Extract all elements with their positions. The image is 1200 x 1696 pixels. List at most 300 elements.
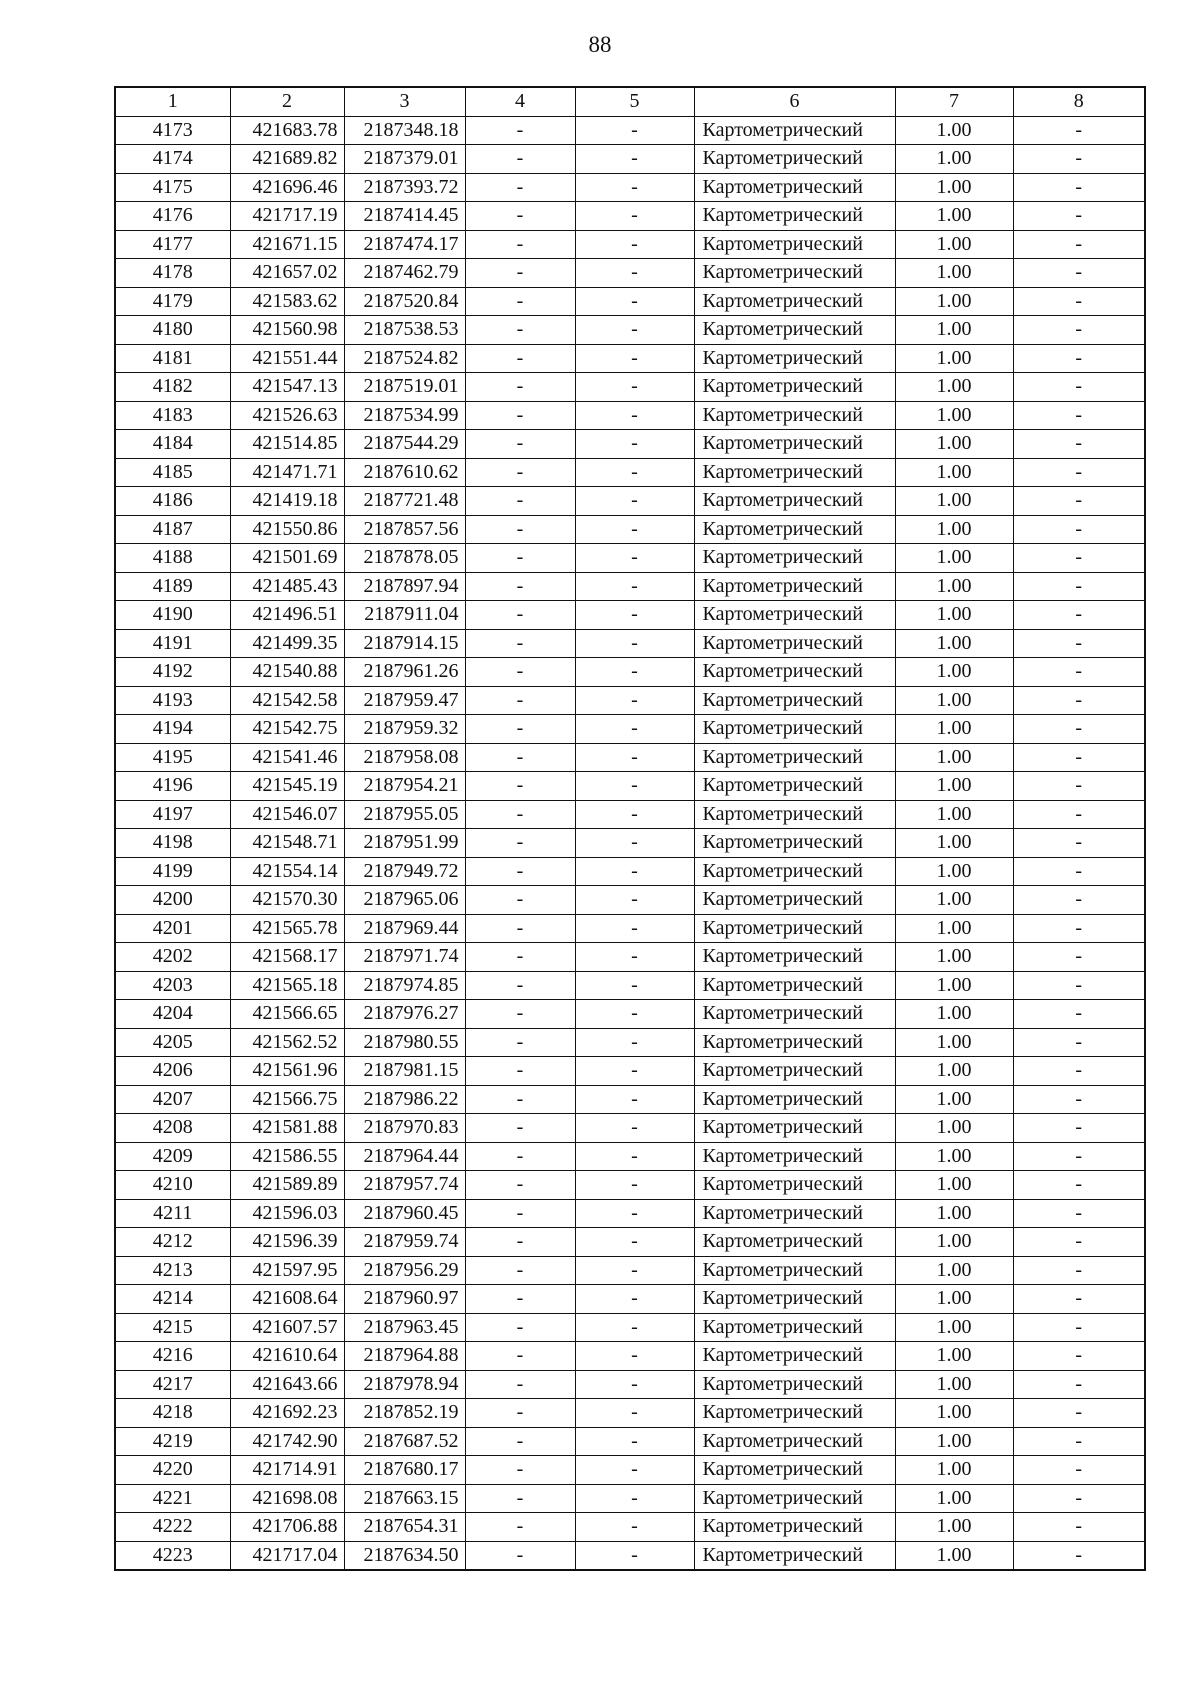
method-cell: Картометрический <box>694 202 895 231</box>
y-coordinate-cell: 2187971.74 <box>344 943 465 972</box>
x-coordinate-cell: 421526.63 <box>230 401 344 430</box>
point-number-cell: 4215 <box>115 1313 230 1342</box>
column-4-cell: - <box>465 914 575 943</box>
column-5-cell: - <box>575 487 694 516</box>
point-number-cell: 4185 <box>115 458 230 487</box>
method-cell: Картометрический <box>694 658 895 687</box>
column-8-cell: - <box>1013 202 1145 231</box>
table-row <box>115 715 1145 744</box>
column-header: 3 <box>344 87 465 116</box>
y-coordinate-cell: 2187980.55 <box>344 1028 465 1057</box>
table-row <box>115 1541 1145 1570</box>
column-5-cell: - <box>575 1313 694 1342</box>
column-8-cell: - <box>1013 259 1145 288</box>
method-cell: Картометрический <box>694 458 895 487</box>
point-number-cell: 4178 <box>115 259 230 288</box>
y-coordinate-cell: 2187680.17 <box>344 1456 465 1485</box>
y-coordinate-cell: 2187959.74 <box>344 1228 465 1257</box>
x-coordinate-cell: 421541.46 <box>230 743 344 772</box>
table-row <box>115 1057 1145 1086</box>
column-4-cell: - <box>465 1342 575 1371</box>
column-header: 8 <box>1013 87 1145 116</box>
column-8-cell: - <box>1013 1256 1145 1285</box>
method-cell: Картометрический <box>694 487 895 516</box>
accuracy-cell: 1.00 <box>895 1114 1013 1143</box>
y-coordinate-cell: 2187538.53 <box>344 316 465 345</box>
point-number-cell: 4177 <box>115 230 230 259</box>
column-5-cell: - <box>575 743 694 772</box>
accuracy-cell: 1.00 <box>895 515 1013 544</box>
column-8-cell: - <box>1013 145 1145 174</box>
table-row <box>115 458 1145 487</box>
column-4-cell: - <box>465 401 575 430</box>
column-4-cell: - <box>465 629 575 658</box>
column-header: 2 <box>230 87 344 116</box>
column-8-cell: - <box>1013 1057 1145 1086</box>
accuracy-cell: 1.00 <box>895 1427 1013 1456</box>
x-coordinate-cell: 421550.86 <box>230 515 344 544</box>
x-coordinate-cell: 421714.91 <box>230 1456 344 1485</box>
column-4-cell: - <box>465 1199 575 1228</box>
method-cell: Картометрический <box>694 629 895 658</box>
column-header: 7 <box>895 87 1013 116</box>
x-coordinate-cell: 421581.88 <box>230 1114 344 1143</box>
column-5-cell: - <box>575 1427 694 1456</box>
y-coordinate-cell: 2187687.52 <box>344 1427 465 1456</box>
column-8-cell: - <box>1013 1427 1145 1456</box>
column-4-cell: - <box>465 772 575 801</box>
column-5-cell: - <box>575 1028 694 1057</box>
table-row <box>115 1313 1145 1342</box>
x-coordinate-cell: 421545.19 <box>230 772 344 801</box>
column-5-cell: - <box>575 1541 694 1570</box>
point-number-cell: 4180 <box>115 316 230 345</box>
column-4-cell: - <box>465 259 575 288</box>
point-number-cell: 4221 <box>115 1484 230 1513</box>
method-cell: Картометрический <box>694 1285 895 1314</box>
column-4-cell: - <box>465 658 575 687</box>
y-coordinate-cell: 2187964.88 <box>344 1342 465 1371</box>
accuracy-cell: 1.00 <box>895 800 1013 829</box>
table-row <box>115 943 1145 972</box>
point-number-cell: 4218 <box>115 1399 230 1428</box>
column-4-cell: - <box>465 886 575 915</box>
accuracy-cell: 1.00 <box>895 686 1013 715</box>
method-cell: Картометрический <box>694 829 895 858</box>
column-4-cell: - <box>465 344 575 373</box>
point-number-cell: 4173 <box>115 116 230 145</box>
coordinates-table <box>114 86 1146 1571</box>
x-coordinate-cell: 421610.64 <box>230 1342 344 1371</box>
table-row <box>115 829 1145 858</box>
table-row <box>115 914 1145 943</box>
y-coordinate-cell: 2187534.99 <box>344 401 465 430</box>
table-row <box>115 1199 1145 1228</box>
column-8-cell: - <box>1013 1484 1145 1513</box>
column-8-cell: - <box>1013 800 1145 829</box>
y-coordinate-cell: 2187520.84 <box>344 287 465 316</box>
x-coordinate-cell: 421607.57 <box>230 1313 344 1342</box>
column-8-cell: - <box>1013 1456 1145 1485</box>
column-4-cell: - <box>465 1228 575 1257</box>
y-coordinate-cell: 2187974.85 <box>344 971 465 1000</box>
column-5-cell: - <box>575 1057 694 1086</box>
point-number-cell: 4174 <box>115 145 230 174</box>
point-number-cell: 4179 <box>115 287 230 316</box>
method-cell: Картометрический <box>694 1142 895 1171</box>
point-number-cell: 4207 <box>115 1085 230 1114</box>
column-8-cell: - <box>1013 458 1145 487</box>
accuracy-cell: 1.00 <box>895 1256 1013 1285</box>
x-coordinate-cell: 421692.23 <box>230 1399 344 1428</box>
x-coordinate-cell: 421551.44 <box>230 344 344 373</box>
x-coordinate-cell: 421514.85 <box>230 430 344 459</box>
column-5-cell: - <box>575 1513 694 1542</box>
column-5-cell: - <box>575 601 694 630</box>
table-row <box>115 743 1145 772</box>
point-number-cell: 4216 <box>115 1342 230 1371</box>
method-cell: Картометрический <box>694 1171 895 1200</box>
column-4-cell: - <box>465 1399 575 1428</box>
accuracy-cell: 1.00 <box>895 1484 1013 1513</box>
x-coordinate-cell: 421596.39 <box>230 1228 344 1257</box>
y-coordinate-cell: 2187955.05 <box>344 800 465 829</box>
method-cell: Картометрический <box>694 1114 895 1143</box>
method-cell: Картометрический <box>694 1199 895 1228</box>
method-cell: Картометрический <box>694 686 895 715</box>
accuracy-cell: 1.00 <box>895 886 1013 915</box>
point-number-cell: 4187 <box>115 515 230 544</box>
column-8-cell: - <box>1013 829 1145 858</box>
y-coordinate-cell: 2187393.72 <box>344 173 465 202</box>
y-coordinate-cell: 2187878.05 <box>344 544 465 573</box>
column-8-cell: - <box>1013 1142 1145 1171</box>
y-coordinate-cell: 2187474.17 <box>344 230 465 259</box>
x-coordinate-cell: 421608.64 <box>230 1285 344 1314</box>
y-coordinate-cell: 2187852.19 <box>344 1399 465 1428</box>
column-4-cell: - <box>465 1028 575 1057</box>
accuracy-cell: 1.00 <box>895 1513 1013 1542</box>
y-coordinate-cell: 2187914.15 <box>344 629 465 658</box>
method-cell: Картометрический <box>694 145 895 174</box>
column-4-cell: - <box>465 1057 575 1086</box>
y-coordinate-cell: 2187654.31 <box>344 1513 465 1542</box>
method-cell: Картометрический <box>694 430 895 459</box>
column-5-cell: - <box>575 344 694 373</box>
column-5-cell: - <box>575 686 694 715</box>
y-coordinate-cell: 2187414.45 <box>344 202 465 231</box>
method-cell: Картометрический <box>694 1456 895 1485</box>
y-coordinate-cell: 2187959.32 <box>344 715 465 744</box>
column-5-cell: - <box>575 145 694 174</box>
point-number-cell: 4197 <box>115 800 230 829</box>
column-4-cell: - <box>465 1171 575 1200</box>
y-coordinate-cell: 2187348.18 <box>344 116 465 145</box>
y-coordinate-cell: 2187897.94 <box>344 572 465 601</box>
column-8-cell: - <box>1013 658 1145 687</box>
column-8-cell: - <box>1013 1199 1145 1228</box>
column-8-cell: - <box>1013 743 1145 772</box>
column-8-cell: - <box>1013 629 1145 658</box>
column-header: 1 <box>115 87 230 116</box>
table-row <box>115 572 1145 601</box>
y-coordinate-cell: 2187462.79 <box>344 259 465 288</box>
method-cell: Картометрический <box>694 1028 895 1057</box>
point-number-cell: 4184 <box>115 430 230 459</box>
table-row <box>115 515 1145 544</box>
column-8-cell: - <box>1013 487 1145 516</box>
column-4-cell: - <box>465 544 575 573</box>
column-4-cell: - <box>465 572 575 601</box>
column-4-cell: - <box>465 686 575 715</box>
y-coordinate-cell: 2187610.62 <box>344 458 465 487</box>
column-4-cell: - <box>465 515 575 544</box>
column-4-cell: - <box>465 316 575 345</box>
x-coordinate-cell: 421565.78 <box>230 914 344 943</box>
x-coordinate-cell: 421568.17 <box>230 943 344 972</box>
table-row <box>115 886 1145 915</box>
column-5-cell: - <box>575 1456 694 1485</box>
point-number-cell: 4200 <box>115 886 230 915</box>
y-coordinate-cell: 2187911.04 <box>344 601 465 630</box>
accuracy-cell: 1.00 <box>895 430 1013 459</box>
table-row <box>115 344 1145 373</box>
column-8-cell: - <box>1013 401 1145 430</box>
column-8-cell: - <box>1013 686 1145 715</box>
accuracy-cell: 1.00 <box>895 1456 1013 1485</box>
column-5-cell: - <box>575 259 694 288</box>
method-cell: Картометрический <box>694 116 895 145</box>
accuracy-cell: 1.00 <box>895 1142 1013 1171</box>
column-5-cell: - <box>575 1000 694 1029</box>
table-header-row <box>115 87 1145 116</box>
column-8-cell: - <box>1013 373 1145 402</box>
table-row <box>115 1484 1145 1513</box>
column-5-cell: - <box>575 1171 694 1200</box>
point-number-cell: 4192 <box>115 658 230 687</box>
point-number-cell: 4186 <box>115 487 230 516</box>
x-coordinate-cell: 421689.82 <box>230 145 344 174</box>
x-coordinate-cell: 421683.78 <box>230 116 344 145</box>
table-row <box>115 1342 1145 1371</box>
column-8-cell: - <box>1013 1285 1145 1314</box>
page-number: 88 <box>588 32 612 57</box>
column-5-cell: - <box>575 515 694 544</box>
table-row <box>115 800 1145 829</box>
y-coordinate-cell: 2187958.08 <box>344 743 465 772</box>
method-cell: Картометрический <box>694 601 895 630</box>
column-4-cell: - <box>465 1427 575 1456</box>
y-coordinate-cell: 2187976.27 <box>344 1000 465 1029</box>
column-5-cell: - <box>575 800 694 829</box>
x-coordinate-cell: 421542.58 <box>230 686 344 715</box>
method-cell: Картометрический <box>694 259 895 288</box>
column-5-cell: - <box>575 1142 694 1171</box>
point-number-cell: 4189 <box>115 572 230 601</box>
accuracy-cell: 1.00 <box>895 1000 1013 1029</box>
point-number-cell: 4203 <box>115 971 230 1000</box>
column-header: 5 <box>575 87 694 116</box>
x-coordinate-cell: 421717.19 <box>230 202 344 231</box>
point-number-cell: 4209 <box>115 1142 230 1171</box>
column-5-cell: - <box>575 857 694 886</box>
point-number-cell: 4183 <box>115 401 230 430</box>
column-5-cell: - <box>575 316 694 345</box>
x-coordinate-cell: 421561.96 <box>230 1057 344 1086</box>
y-coordinate-cell: 2187978.94 <box>344 1370 465 1399</box>
method-cell: Картометрический <box>694 1427 895 1456</box>
column-4-cell: - <box>465 1513 575 1542</box>
table-row <box>115 1456 1145 1485</box>
column-8-cell: - <box>1013 1028 1145 1057</box>
point-number-cell: 4214 <box>115 1285 230 1314</box>
method-cell: Картометрический <box>694 943 895 972</box>
point-number-cell: 4217 <box>115 1370 230 1399</box>
column-5-cell: - <box>575 1256 694 1285</box>
y-coordinate-cell: 2187981.15 <box>344 1057 465 1086</box>
column-8-cell: - <box>1013 1370 1145 1399</box>
point-number-cell: 4220 <box>115 1456 230 1485</box>
column-4-cell: - <box>465 829 575 858</box>
x-coordinate-cell: 421562.52 <box>230 1028 344 1057</box>
method-cell: Картометрический <box>694 715 895 744</box>
x-coordinate-cell: 421671.15 <box>230 230 344 259</box>
table-row <box>115 430 1145 459</box>
method-cell: Картометрический <box>694 743 895 772</box>
x-coordinate-cell: 421560.98 <box>230 316 344 345</box>
x-coordinate-cell: 421706.88 <box>230 1513 344 1542</box>
column-4-cell: - <box>465 971 575 1000</box>
accuracy-cell: 1.00 <box>895 145 1013 174</box>
column-4-cell: - <box>465 1000 575 1029</box>
accuracy-cell: 1.00 <box>895 572 1013 601</box>
column-5-cell: - <box>575 629 694 658</box>
column-8-cell: - <box>1013 173 1145 202</box>
table-row <box>115 145 1145 174</box>
accuracy-cell: 1.00 <box>895 914 1013 943</box>
method-cell: Картометрический <box>694 1399 895 1428</box>
accuracy-cell: 1.00 <box>895 1028 1013 1057</box>
method-cell: Картометрический <box>694 1057 895 1086</box>
x-coordinate-cell: 421547.13 <box>230 373 344 402</box>
accuracy-cell: 1.00 <box>895 772 1013 801</box>
method-cell: Картометрический <box>694 173 895 202</box>
x-coordinate-cell: 421542.75 <box>230 715 344 744</box>
y-coordinate-cell: 2187959.47 <box>344 686 465 715</box>
column-5-cell: - <box>575 544 694 573</box>
accuracy-cell: 1.00 <box>895 1228 1013 1257</box>
table-row <box>115 1142 1145 1171</box>
column-8-cell: - <box>1013 544 1145 573</box>
x-coordinate-cell: 421419.18 <box>230 487 344 516</box>
column-5-cell: - <box>575 116 694 145</box>
y-coordinate-cell: 2187634.50 <box>344 1541 465 1570</box>
accuracy-cell: 1.00 <box>895 259 1013 288</box>
column-8-cell: - <box>1013 572 1145 601</box>
x-coordinate-cell: 421717.04 <box>230 1541 344 1570</box>
column-8-cell: - <box>1013 914 1145 943</box>
table-row <box>115 287 1145 316</box>
accuracy-cell: 1.00 <box>895 1171 1013 1200</box>
x-coordinate-cell: 421597.95 <box>230 1256 344 1285</box>
column-8-cell: - <box>1013 1171 1145 1200</box>
column-4-cell: - <box>465 743 575 772</box>
point-number-cell: 4212 <box>115 1228 230 1257</box>
point-number-cell: 4181 <box>115 344 230 373</box>
table-row <box>115 857 1145 886</box>
method-cell: Картометрический <box>694 1342 895 1371</box>
column-4-cell: - <box>465 800 575 829</box>
column-5-cell: - <box>575 458 694 487</box>
accuracy-cell: 1.00 <box>895 1285 1013 1314</box>
column-8-cell: - <box>1013 715 1145 744</box>
x-coordinate-cell: 421586.55 <box>230 1142 344 1171</box>
table-row <box>115 1370 1145 1399</box>
point-number-cell: 4193 <box>115 686 230 715</box>
point-number-cell: 4213 <box>115 1256 230 1285</box>
y-coordinate-cell: 2187964.44 <box>344 1142 465 1171</box>
table-row <box>115 259 1145 288</box>
column-4-cell: - <box>465 601 575 630</box>
column-5-cell: - <box>575 829 694 858</box>
column-5-cell: - <box>575 1342 694 1371</box>
column-4-cell: - <box>465 202 575 231</box>
column-4-cell: - <box>465 1313 575 1342</box>
method-cell: Картометрический <box>694 772 895 801</box>
column-5-cell: - <box>575 401 694 430</box>
column-4-cell: - <box>465 1541 575 1570</box>
column-4-cell: - <box>465 1114 575 1143</box>
column-8-cell: - <box>1013 116 1145 145</box>
column-5-cell: - <box>575 287 694 316</box>
method-cell: Картометрический <box>694 230 895 259</box>
column-5-cell: - <box>575 1484 694 1513</box>
accuracy-cell: 1.00 <box>895 829 1013 858</box>
method-cell: Картометрический <box>694 1000 895 1029</box>
point-number-cell: 4182 <box>115 373 230 402</box>
column-8-cell: - <box>1013 316 1145 345</box>
column-8-cell: - <box>1013 230 1145 259</box>
table-row <box>115 601 1145 630</box>
x-coordinate-cell: 421548.71 <box>230 829 344 858</box>
column-5-cell: - <box>575 715 694 744</box>
y-coordinate-cell: 2187519.01 <box>344 373 465 402</box>
y-coordinate-cell: 2187969.44 <box>344 914 465 943</box>
y-coordinate-cell: 2187524.82 <box>344 344 465 373</box>
x-coordinate-cell: 421698.08 <box>230 1484 344 1513</box>
column-4-cell: - <box>465 857 575 886</box>
column-8-cell: - <box>1013 772 1145 801</box>
method-cell: Картометрический <box>694 886 895 915</box>
column-4-cell: - <box>465 943 575 972</box>
x-coordinate-cell: 421554.14 <box>230 857 344 886</box>
column-8-cell: - <box>1013 971 1145 1000</box>
method-cell: Картометрический <box>694 971 895 1000</box>
method-cell: Картометрический <box>694 1085 895 1114</box>
method-cell: Картометрический <box>694 316 895 345</box>
x-coordinate-cell: 421570.30 <box>230 886 344 915</box>
table-row <box>115 544 1145 573</box>
table-row <box>115 971 1145 1000</box>
method-cell: Картометрический <box>694 572 895 601</box>
y-coordinate-cell: 2187970.83 <box>344 1114 465 1143</box>
point-number-cell: 4219 <box>115 1427 230 1456</box>
column-5-cell: - <box>575 373 694 402</box>
column-8-cell: - <box>1013 1085 1145 1114</box>
x-coordinate-cell: 421696.46 <box>230 173 344 202</box>
column-8-cell: - <box>1013 430 1145 459</box>
column-8-cell: - <box>1013 601 1145 630</box>
